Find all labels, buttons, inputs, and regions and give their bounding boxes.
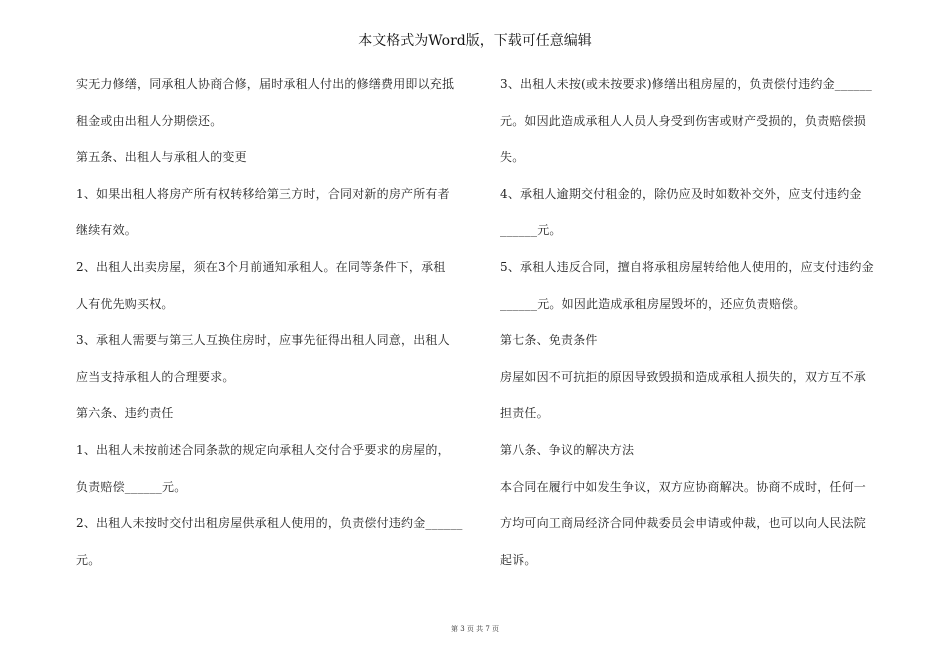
section-heading: 第八条、争议的解决方法 — [500, 442, 635, 457]
left-column — [76, 66, 471, 578]
text-line: 1、出租人未按前述合同条款的规定向承租人交付合乎要求的房屋的， — [76, 442, 450, 457]
text-line: 负责赔偿______元。 — [76, 479, 187, 494]
text-line: 5、承租人违反合同，擅自将承租房屋转给他人使用的，应支付违约金 — [500, 259, 874, 274]
text-line: 继续有效。 — [76, 223, 138, 238]
section-heading: 第六条、违约责任 — [76, 406, 174, 421]
text-line: 3、承租人需要与第三人互换住房时，应事先征得出租人同意，出租人 — [76, 333, 450, 348]
text-line: 1、如果出租人将房产所有权转移给第三方时，合同对新的房产所有者 — [76, 186, 450, 201]
text-line: 2、出租人出卖房屋，须在3个月前通知承租人。在同等条件下，承租 — [76, 259, 446, 274]
text-line: 房屋如因不可抗拒的原因导致毁损和造成承租人损失的，双方互不承 — [500, 369, 867, 384]
right-column — [500, 66, 895, 578]
text-line: 失。 — [500, 150, 525, 165]
text-line: 实无力修缮，同承租人协商合修，届时承租人付出的修缮费用即以充抵 — [76, 77, 455, 91]
text-line: 人有优先购买权。 — [76, 296, 174, 311]
text-line: 担责任。 — [500, 406, 549, 421]
text-line: 方均可向工商局经济合同仲裁委员会申请或仲裁，也可以向人民法院 — [500, 516, 867, 531]
text-line: ______元。 — [500, 223, 562, 238]
text-line: 元。如因此造成承租人人员人身受到伤害或财产受损的，负责赔偿损 — [500, 113, 867, 128]
page-header-title: 本文格式为Word版，下载可任意编辑 — [358, 33, 592, 49]
text-line: 起诉。 — [500, 552, 537, 567]
page-number-footer: 第 3 页 共 7 页 — [450, 625, 500, 633]
text-line: 4、承租人逾期交付租金的，除仍应及时如数补交外，应支付违约金 — [500, 186, 862, 201]
text-line: 2、出租人未按时交付出租房屋供承租人使用的，负责偿付违约金______ — [76, 516, 463, 531]
section-heading: 第七条、免责条件 — [500, 333, 598, 348]
text-line: 元。 — [76, 552, 101, 567]
section-heading: 第五条、出租人与承租人的变更 — [76, 150, 247, 165]
text-line: 3、出租人未按(或未按要求)修缮出租房屋的，负责偿付违约金______ — [500, 77, 873, 91]
text-line: ______元。如因此造成承租房屋毁坏的，还应负责赔偿。 — [500, 296, 806, 311]
text-line: 本合同在履行中如发生争议，双方应协商解决。协商不成时，任何一 — [500, 479, 867, 494]
text-line: 租金或由出租人分期偿还。 — [76, 113, 223, 128]
text-line: 应当支持承租人的合理要求。 — [76, 369, 235, 384]
